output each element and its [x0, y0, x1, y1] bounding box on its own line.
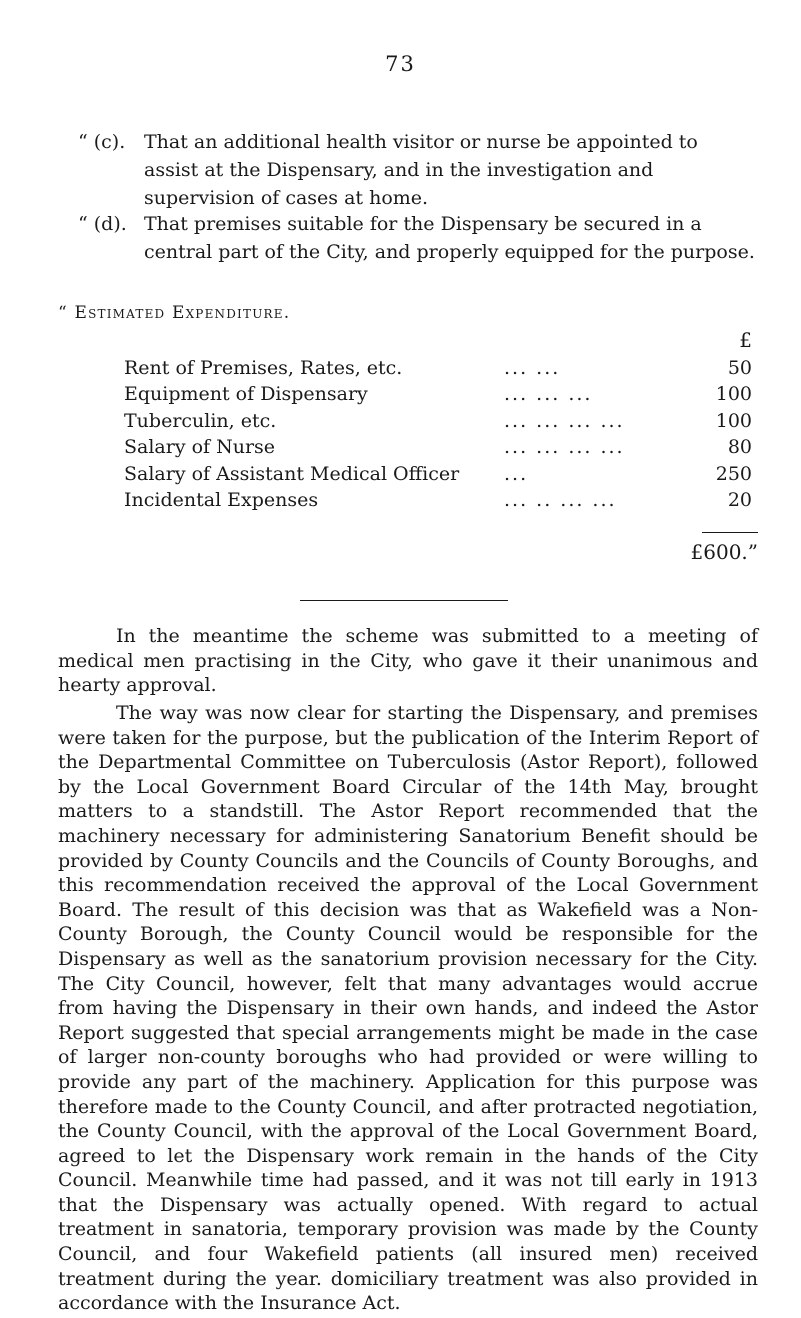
section-heading: “ Estimated Expenditure.	[58, 303, 291, 323]
list-item-text: That an additional health visitor or nurse be appointed to assist at the Dispensary, and in the investigation and supervision of cases at home.	[144, 131, 698, 209]
expense-amount: 20	[727, 489, 752, 511]
expense-label: Salary of Nurse	[124, 436, 276, 458]
leader-dots: ...	[504, 463, 529, 485]
expense-amount: 100	[715, 410, 752, 432]
expense-amount: 80	[727, 436, 752, 458]
expense-label: Incidental Expenses	[124, 489, 319, 511]
list-item-c	[78, 128, 758, 212]
total-rule	[702, 532, 758, 533]
list-item-marker: “ (c).	[78, 131, 126, 153]
expense-amount: 250	[715, 463, 752, 485]
expense-row	[124, 433, 752, 461]
expense-row	[124, 354, 752, 382]
paragraph: In the meantime the scheme was submitted to a meeting of medical men practising in the City, who gave it their unanimous and hearty approval.	[58, 625, 758, 697]
expense-row	[124, 460, 752, 488]
page-number: 73	[385, 52, 416, 76]
leader-dots: ... .. ... ...	[504, 489, 617, 511]
section-divider	[300, 600, 508, 601]
leader-dots: ... ... ... ...	[504, 410, 625, 432]
leader-dots: ... ... ...	[504, 383, 593, 405]
total-amount: £600.”	[690, 540, 758, 564]
expense-label: Tuberculin, etc.	[124, 410, 277, 432]
expense-label: Rent of Premises, Rates, etc.	[124, 357, 403, 379]
expense-row	[124, 486, 752, 514]
list-item-marker: “ (d).	[78, 213, 127, 235]
currency-header: £	[739, 328, 752, 352]
paragraph: The way was now clear for starting the Dispensary, and premises were taken for the purpose, but the publication of the Interim Report of the Departmental Committee on Tuberculosis (Astor Report), followed by the Local Government Board Circular of the 14th May, brought matters to a standstill. The Astor Report recommended that the machinery necessary for administering Sanatorium Benefit should be provided by County Councils and the Councils of County Boroughs, and this recommendation received the approval of the Local Government Board. The result of this decision was that as Wakefield was a Non-County Borough, the County Council would be responsible for the Dispensary as well as the sanatorium provision necessary for the City. The City Council, however, felt that many advantages would accrue from having the Dispensary in their own hands, and indeed the Astor Report suggested that special arrangements might be made in the case of larger non-county boroughs who had provided or were willing to provide any part of the machinery. Application for this purpose was therefore made to the County Council, and after protracted negotiation, the County Council, with the approval of the Local Government Board, agreed to let the Dispensary work remain in the hands of the City Council. Meanwhile time had passed, and it was not till early in 1913 that the Dispensary was actually opened. With regard to actual treatment in sanatoria, temporary provision was made by the County Council, and four Wakefield patients (all insured men) received treatment during the year. domiciliary treatment was also provided in accordance with the Insurance Act.	[58, 702, 758, 1315]
leader-dots: ... ...	[504, 357, 561, 379]
expense-label: Salary of Assistant Medical Officer	[124, 463, 460, 485]
list-item-d	[78, 210, 758, 266]
list-item-text: That premises suitable for the Dispensary be secured in a central part of the City, and properly equipped for the purpose.	[144, 213, 755, 263]
expense-row	[124, 407, 752, 435]
expense-row	[124, 380, 752, 408]
leader-dots: ... ... ... ...	[504, 436, 625, 458]
expense-amount: 50	[727, 357, 752, 379]
expense-label: Equipment of Dispensary	[124, 383, 368, 405]
expense-amount: 100	[715, 383, 752, 405]
